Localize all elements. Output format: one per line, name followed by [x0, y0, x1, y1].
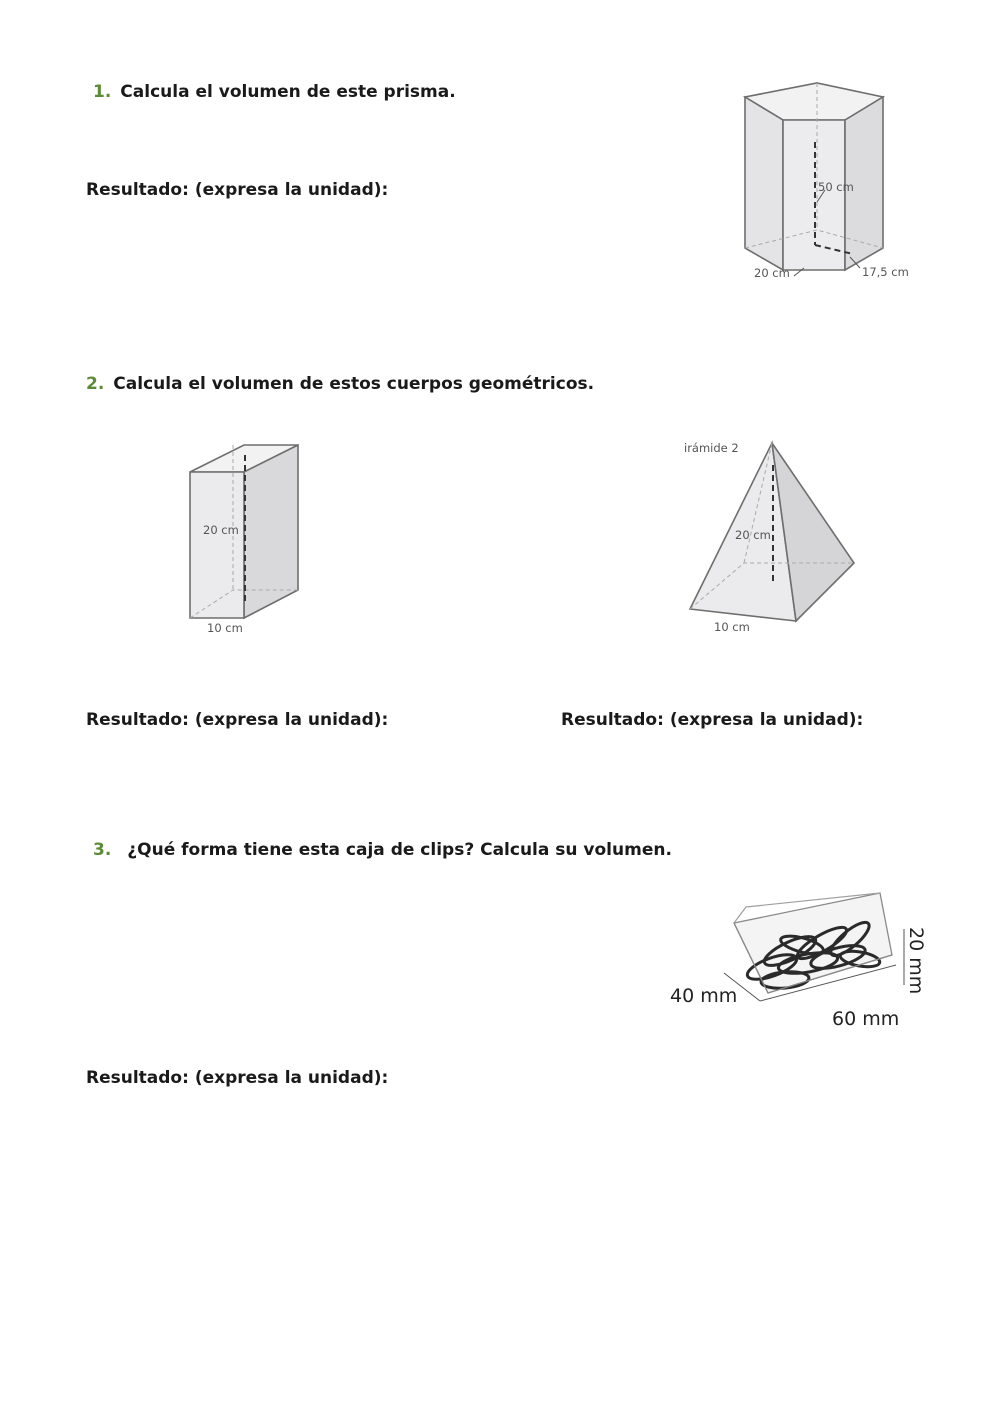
question-2-number: 2. — [86, 374, 105, 394]
rect-prism-right-face — [244, 445, 298, 618]
rect-prism-front-face — [190, 472, 244, 618]
question-1-result-label: Resultado: (expresa la unidad): — [86, 180, 389, 200]
question-2-result-label-right: Resultado: (expresa la unidad): — [561, 710, 864, 730]
question-3 — [93, 840, 672, 860]
pyramid-caption: irámide 2 — [684, 441, 739, 455]
question-3-result-label: Resultado: (expresa la unidad): — [86, 1068, 389, 1088]
clip-box-figure — [660, 885, 945, 1045]
question-1-text: Calcula el volumen de este prisma. — [120, 82, 456, 102]
question-3-number: 3. — [93, 840, 112, 860]
prism-left-face — [745, 97, 783, 270]
pyramid-base-label: 10 cm — [714, 620, 750, 634]
clip-box-length-label: 60 mm — [832, 1008, 900, 1030]
rect-prism-height-label: 20 cm — [203, 523, 239, 537]
question-2-text: Calcula el volumen de estos cuerpos geométricos. — [113, 374, 595, 394]
prism-apothem-label: 17,5 cm — [862, 265, 909, 279]
pyramid-figure — [680, 435, 865, 640]
rectangular-prism-figure — [175, 435, 315, 640]
pyramid-height-label: 20 cm — [735, 528, 771, 542]
clip-box-height-label: 20 mm — [905, 927, 927, 995]
question-2-result-label-left: Resultado: (expresa la unidad): — [86, 710, 389, 730]
question-1-number: 1. — [93, 82, 112, 102]
rect-prism-base-label: 10 cm — [207, 621, 243, 635]
clip-box-width-label: 40 mm — [670, 985, 738, 1007]
prism-height-label: 50 cm — [818, 180, 854, 194]
question-3-text: ¿Qué forma tiene esta caja de clips? Calcula su volumen. — [127, 840, 672, 860]
question-1 — [93, 82, 456, 102]
question-2 — [86, 374, 594, 394]
pentagonal-prism-figure — [735, 80, 920, 290]
prism-side-label: 20 cm — [754, 266, 790, 280]
